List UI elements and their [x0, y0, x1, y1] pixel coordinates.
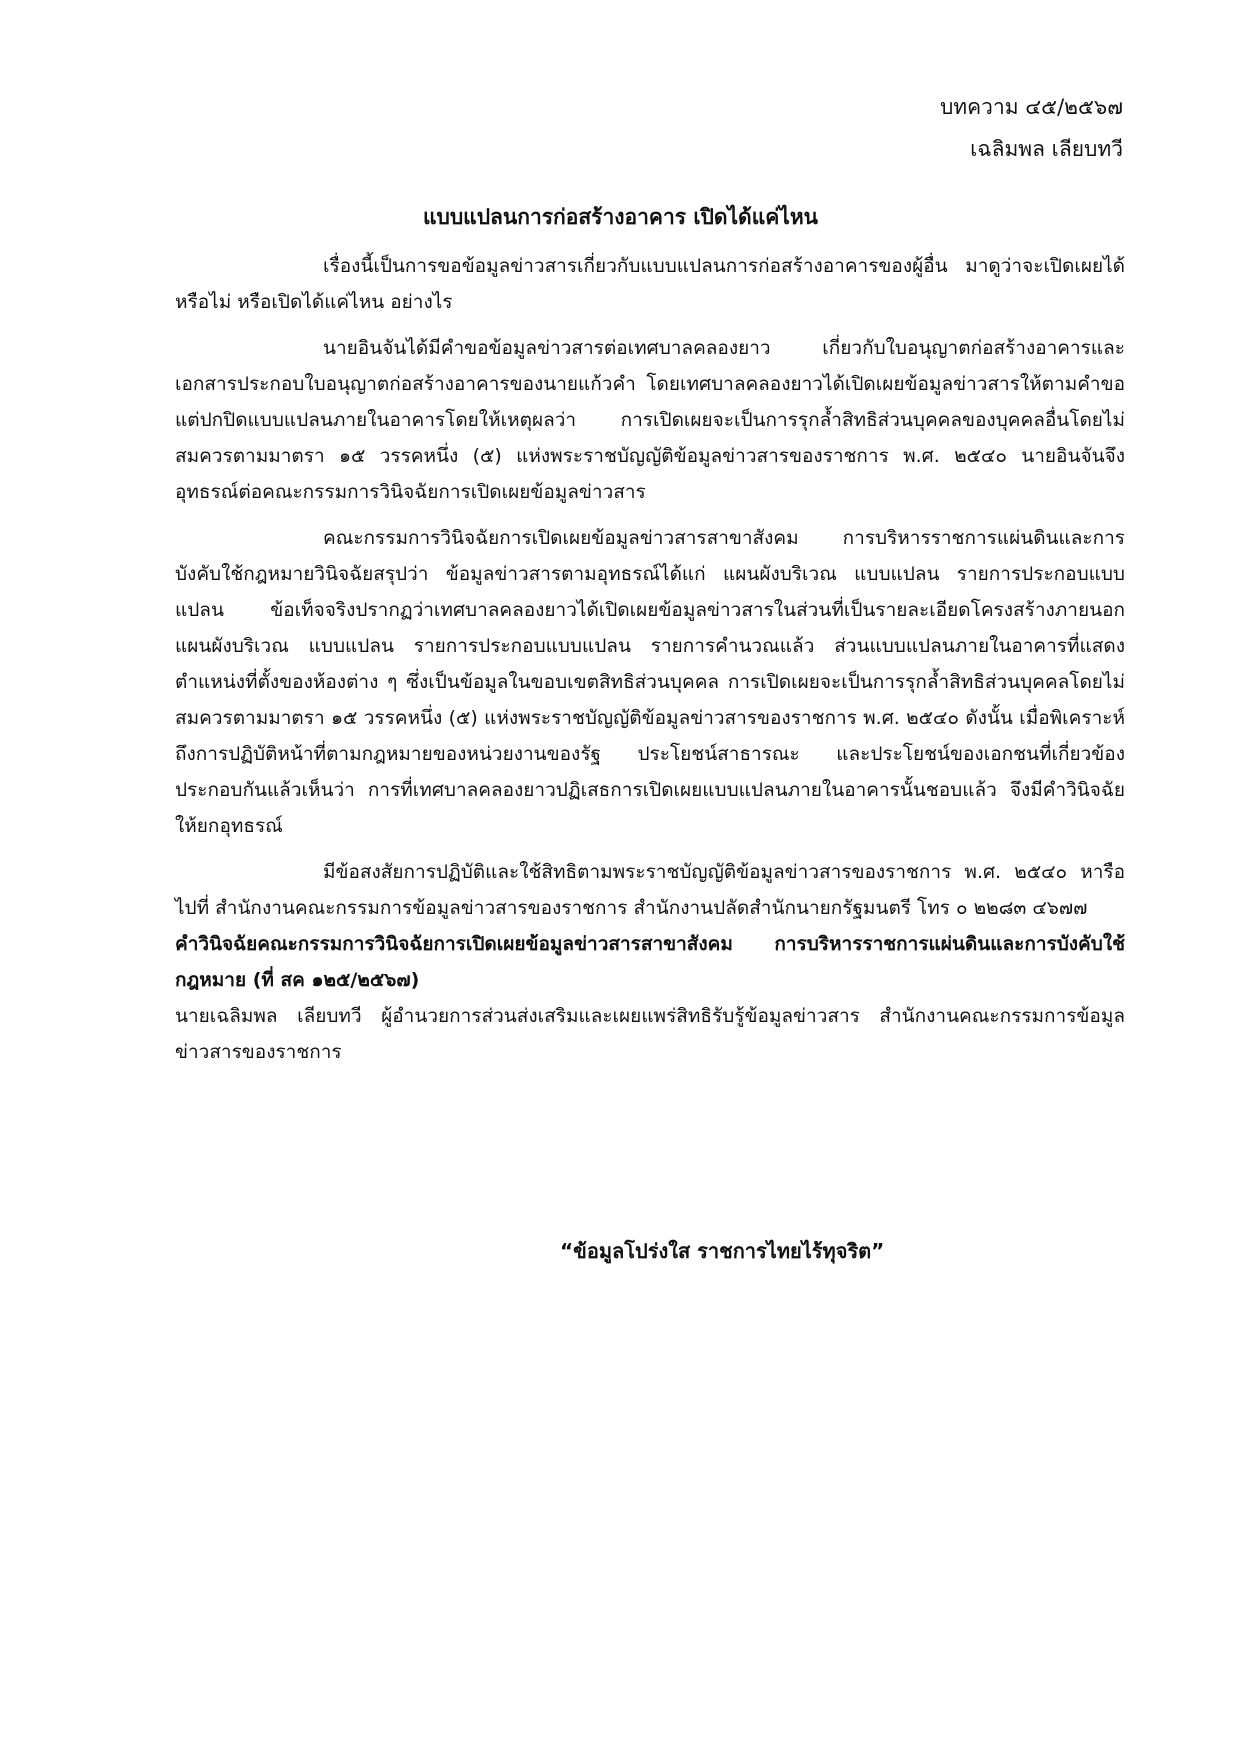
- article-body: [175, 248, 1125, 1070]
- paragraph-contact: มีข้อสงสัยการปฏิบัติและใช้สิทธิตามพระราชบัญญัติข้อมูลข่าวสารของราชการ พ.ศ. ๒๕๔๐ หารือไปที่ สำนักงานคณะกรรมการข้อมูลข่าวสารของราชการ สำนักงานปลัดสำนักนายกรัฐมนตรี โทร ๐ ๒๒๘๓ ๔๖๗๗: [175, 861, 1125, 919]
- slogan: “ข้อมูลโปร่งใส ราชการไทยไร้ทุจริต”: [560, 1239, 885, 1263]
- paragraph-request: นายอินจันได้มีคำขอข้อมูลข่าวสารต่อเทศบาลคลองยาว เกี่ยวกับใบอนุญาตก่อสร้างอาคารและเอกสารประกอบใบอนุญาตก่อสร้างอาคารของนายแก้วคำ โดยเทศบาลคลองยาวได้เปิดเผยข้อมูลข่าวสารให้ตามคำขอ แต่ปกปิดแบบแปลนภายในอาคารโดยให้เหตุผลว่า การเปิดเผยจะเป็นการรุกล้ำสิทธิส่วนบุคคลของบุคคลอื่นโดยไม่สมควรตามมาตรา ๑๕ วรรคหนึ่ง (๕) แห่งพระราชบัญญัติข้อมูลข่าวสารของราชการ พ.ศ. ๒๕๔๐ นายอินจันจึงอุทธรณ์ต่อคณะกรรมการวินิจฉัยการเปิดเผยข้อมูลข่าวสาร: [175, 337, 1125, 503]
- article-author: เฉลิมพล เลียบทวี: [970, 137, 1123, 161]
- author-info: นายเฉลิมพล เลียบทวี ผู้อำนวยการส่วนส่งเสริมและเผยแพร่สิทธิรับรู้ข้อมูลข่าวสาร สำนักงานคณะกรรมการข้อมูลข่าวสารของราชการ: [175, 1005, 1125, 1063]
- article-number: บทความ ๔๕/๒๕๖๗: [939, 95, 1123, 119]
- decision-reference: คำวินิจฉัยคณะกรรมการวินิจฉัยการเปิดเผยข้อมูลข่าวสารสาขาสังคม การบริหารราชการแผ่นดินและการบังคับใช้กฎหมาย (ที่ สค ๑๒๕/๒๕๖๗): [175, 933, 1125, 991]
- article-header: [940, 86, 1123, 170]
- paragraph-decision: คณะกรรมการวินิจฉัยการเปิดเผยข้อมูลข่าวสารสาขาสังคม การบริหารราชการแผ่นดินและการบังคับใช้กฎหมายวินิจฉัยสรุปว่า ข้อมูลข่าวสารตามอุทธรณ์ได้แก่ แผนผังบริเวณ แบบแปลน รายการประกอบแบบแปลน ข้อเท็จจริงปรากฏว่าเทศบาลคลองยาวได้เปิดเผยข้อมูลข่าวสารในส่วนที่เป็นรายละเอียดโครงสร้างภายนอก แผนผังบริเวณ แบบแปลน รายการประกอบแบบแปลน รายการคำนวณแล้ว ส่วนแบบแปลนภายในอาคารที่แสดงตำแหน่งที่ตั้งของห้องต่าง ๆ ซึ่งเป็นข้อมูลในขอบเขตสิทธิส่วนบุคคล การเปิดเผยจะเป็นการรุกล้ำสิทธิส่วนบุคคลโดยไม่สมควรตามมาตรา ๑๕ วรรคหนึ่ง (๕) แห่งพระราชบัญญัติข้อมูลข่าวสารของราชการ พ.ศ. ๒๕๔๐ ดังนั้น เมื่อพิเคราะห์ถึงการปฏิบัติหน้าที่ตามกฎหมายของหน่วยงานของรัฐ ประโยชน์สาธารณะ และประโยชน์ของเอกชนที่เกี่ยวข้องประกอบกันแล้วเห็นว่า การที่เทศบาลคลองยาวปฏิเสธการเปิดเผยแบบแปลนภายในอาคารนั้นชอบแล้ว จึงมีคำวินิจฉัยให้ยกอุทธรณ์: [175, 527, 1125, 837]
- article-title: แบบแปลนการก่อสร้างอาคาร เปิดได้แค่ไหน: [422, 205, 819, 229]
- paragraph-intro: เรื่องนี้เป็นการขอข้อมูลข่าวสารเกี่ยวกับแบบแปลนการก่อสร้างอาคารของผู้อื่น มาดูว่าจะเปิดเผยได้หรือไม่ หรือเปิดได้แค่ไหน อย่างไร: [175, 255, 1125, 313]
